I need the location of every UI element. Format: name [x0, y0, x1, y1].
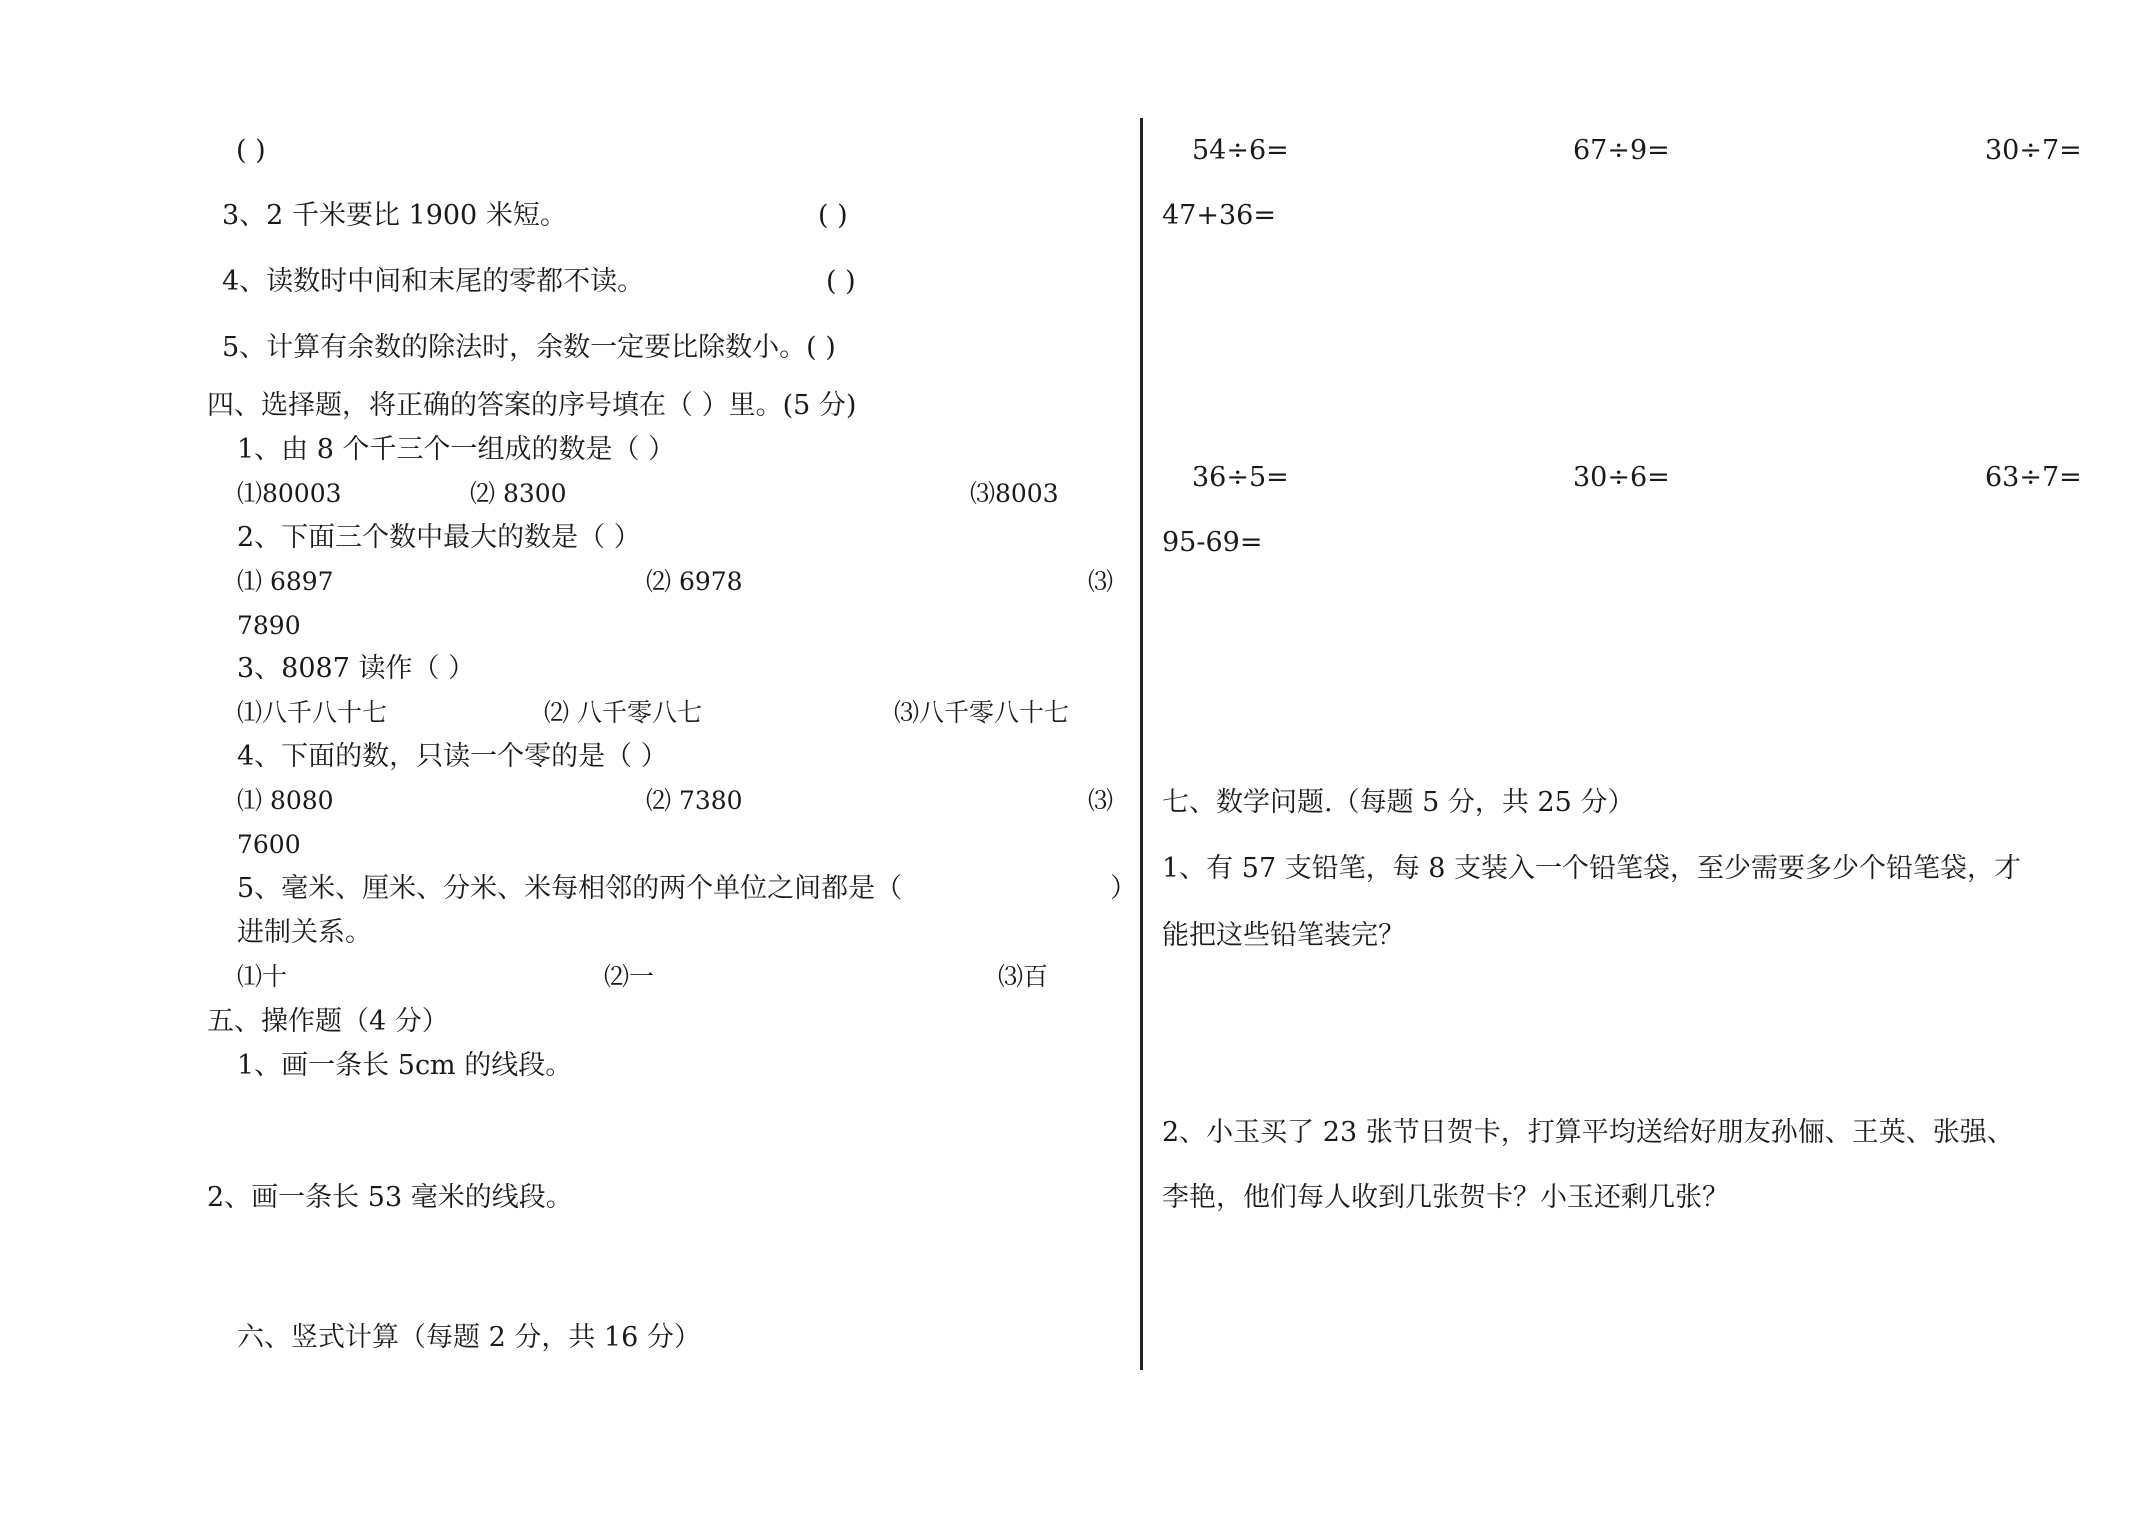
tf-answer-blank-4: ( ): [826, 266, 856, 297]
choice-q5-stem: 5、毫米、厘米、分米、米每相邻的两个单位之间都是（: [237, 873, 903, 904]
word-problem-2-line2: 李艳，他们每人收到几张贺卡？小玉还剩几张？: [1162, 1182, 1729, 1213]
choice-q3-opt1: ⑴八千八十七: [237, 698, 388, 727]
choice-q2-stem: 2、下面三个数中最大的数是（ ）: [237, 522, 641, 553]
calc-item-7: 63÷7=: [1985, 462, 2082, 493]
choice-q2-opt1: ⑴ 6897: [237, 567, 334, 596]
section4-title: 四、选择题，将正确的答案的序号填在（ ）里。(5 分): [207, 390, 857, 421]
choice-q4-opt3-value: 7600: [237, 830, 301, 859]
calc-item-6: 30÷6=: [1573, 462, 1670, 493]
choice-q5-opt1: ⑴十: [237, 962, 288, 991]
calc-item-2: 67÷9=: [1573, 135, 1670, 166]
section5-title: 五、操作题（4 分）: [207, 1006, 449, 1037]
calc-item-1: 54÷6=: [1192, 135, 1289, 166]
choice-q3-opt2: ⑵ 八千零八七: [544, 698, 702, 727]
choice-q5-close-paren: ）: [1110, 873, 1137, 904]
choice-q1-opt3: ⑶8003: [970, 479, 1059, 508]
operation-q2: 2、画一条长 53 毫米的线段。: [207, 1182, 573, 1213]
section6-title: 六、竖式计算（每题 2 分，共 16 分）: [237, 1322, 701, 1353]
choice-q2-opt2: ⑵ 6978: [646, 567, 743, 596]
choice-q1-stem: 1、由 8 个千三个一组成的数是（ ）: [237, 434, 676, 465]
calc-item-4: 47+36=: [1162, 200, 1276, 231]
tf-question-3: 3、2 千米要比 1900 米短。: [222, 200, 567, 231]
column-divider: [1140, 118, 1143, 1370]
choice-q4-opt2: ⑵ 7380: [646, 786, 743, 815]
paren-blank: ( ): [236, 135, 266, 166]
choice-q3-opt3: ⑶八千零八十七: [894, 698, 1070, 727]
choice-q3-stem: 3、8087 读作（ ）: [237, 653, 476, 684]
tf-question-5: 5、计算有余数的除法时，余数一定要比除数小。( ): [222, 332, 836, 363]
word-problem-1-line2: 能把这些铅笔装完？: [1162, 920, 1405, 951]
choice-q2-opt3: ⑶: [1088, 567, 1114, 596]
choice-q4-opt3: ⑶: [1088, 786, 1114, 815]
calc-item-8: 95-69=: [1162, 527, 1263, 558]
choice-q1-opt2: ⑵ 8300: [470, 479, 567, 508]
calc-item-3: 30÷7=: [1985, 135, 2082, 166]
choice-q1-opt1: ⑴80003: [237, 479, 342, 508]
word-problem-2-line1: 2、小玉买了 23 张节日贺卡，打算平均送给好朋友孙俪、王英、张强、: [1162, 1117, 2014, 1148]
choice-q4-opt1: ⑴ 8080: [237, 786, 334, 815]
tf-question-4: 4、读数时中间和末尾的零都不读。: [222, 266, 645, 297]
choice-q4-stem: 4、下面的数，只读一个零的是（ ）: [237, 741, 668, 772]
choice-q5-stem-cont: 进制关系。: [237, 917, 372, 948]
calc-item-5: 36÷5=: [1192, 462, 1289, 493]
choice-q5-opt2: ⑵一: [604, 962, 655, 991]
section7-title: 七、数学问题.（每题 5 分，共 25 分）: [1162, 787, 1635, 818]
choice-q2-opt3-value: 7890: [237, 611, 301, 640]
word-problem-1-line1: 1、有 57 支铅笔，每 8 支装入一个铅笔袋，至少需要多少个铅笔袋，才: [1162, 853, 2022, 884]
tf-answer-blank-3: ( ): [818, 200, 848, 231]
choice-q5-opt3: ⑶百: [998, 962, 1049, 991]
operation-q1: 1、画一条长 5cm 的线段。: [237, 1050, 573, 1081]
